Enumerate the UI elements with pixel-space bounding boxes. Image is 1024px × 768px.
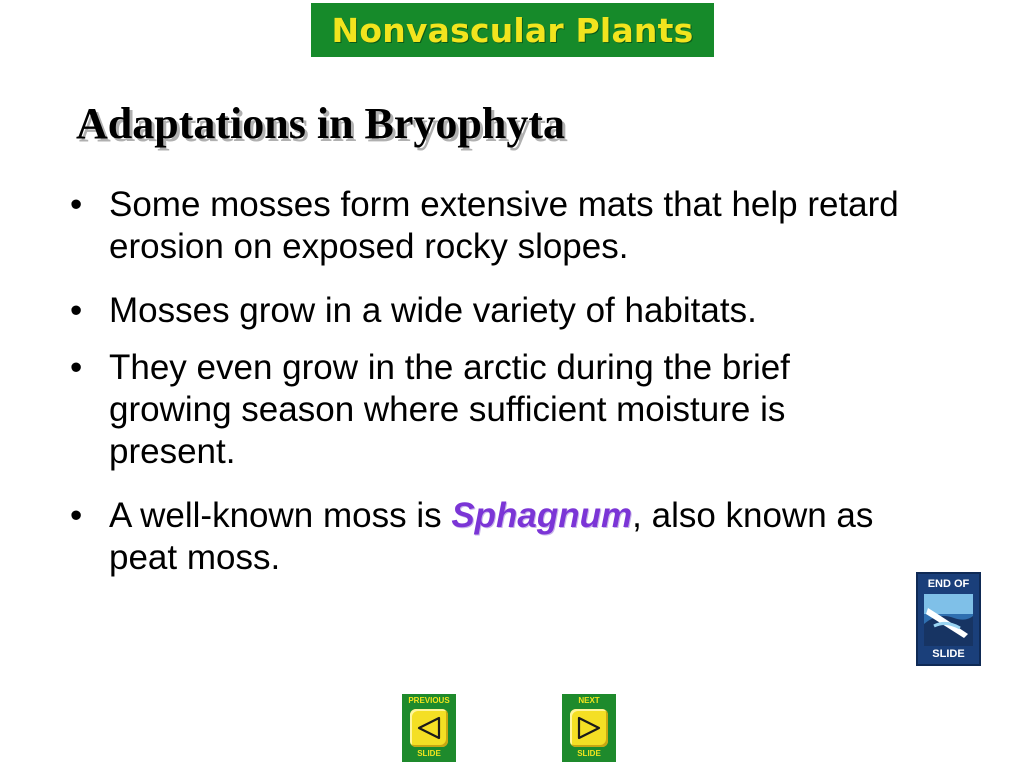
- bullet-marker: •: [70, 291, 83, 330]
- end-of-slide-icon: [924, 594, 973, 646]
- left-arrow-icon: [417, 716, 441, 740]
- previous-arrow-box: [410, 709, 448, 747]
- end-of-slide-button[interactable]: [916, 572, 981, 666]
- bullet-list: [70, 184, 910, 579]
- end-of-slide-bottom-label: SLIDE: [932, 648, 965, 660]
- right-arrow-icon: [577, 716, 601, 740]
- previous-slide-top-label: PREVIOUS: [408, 696, 450, 705]
- bullet-marker: •: [70, 496, 83, 535]
- bullet-text: Some mosses form extensive mats that help retard erosion on exposed rocky slopes.: [109, 185, 899, 266]
- bullet-text-tail: , also known as peat moss.: [109, 496, 874, 577]
- bullet-text: Mosses grow in a wide variety of habitats.: [109, 291, 757, 330]
- bullet-marker: •: [70, 185, 83, 224]
- bullet-marker: •: [70, 348, 83, 387]
- bullet-item: [70, 347, 910, 473]
- bullet-text-lead: A well-known moss is: [109, 496, 452, 535]
- slide-title: Adaptations in Bryophyta: [76, 99, 566, 148]
- highlighted-term: Sphagnum: [451, 496, 633, 535]
- previous-slide-bottom-label: SLIDE: [417, 749, 441, 758]
- chapter-banner-text: Nonvascular Plants: [331, 10, 694, 50]
- bullet-item: [70, 290, 910, 332]
- previous-slide-button[interactable]: [402, 694, 456, 762]
- end-of-slide-top-label: END OF: [927, 578, 970, 590]
- next-slide-bottom-label: SLIDE: [577, 749, 601, 758]
- bullet-item: [70, 495, 910, 579]
- chapter-banner: [311, 3, 714, 57]
- next-slide-top-label: NEXT: [578, 696, 600, 705]
- bullet-item: [70, 184, 910, 268]
- next-slide-button[interactable]: [562, 694, 616, 762]
- next-arrow-box: [570, 709, 608, 747]
- bullet-text: They even grow in the arctic during the brief growing season where sufficient moisture is present.: [109, 348, 790, 471]
